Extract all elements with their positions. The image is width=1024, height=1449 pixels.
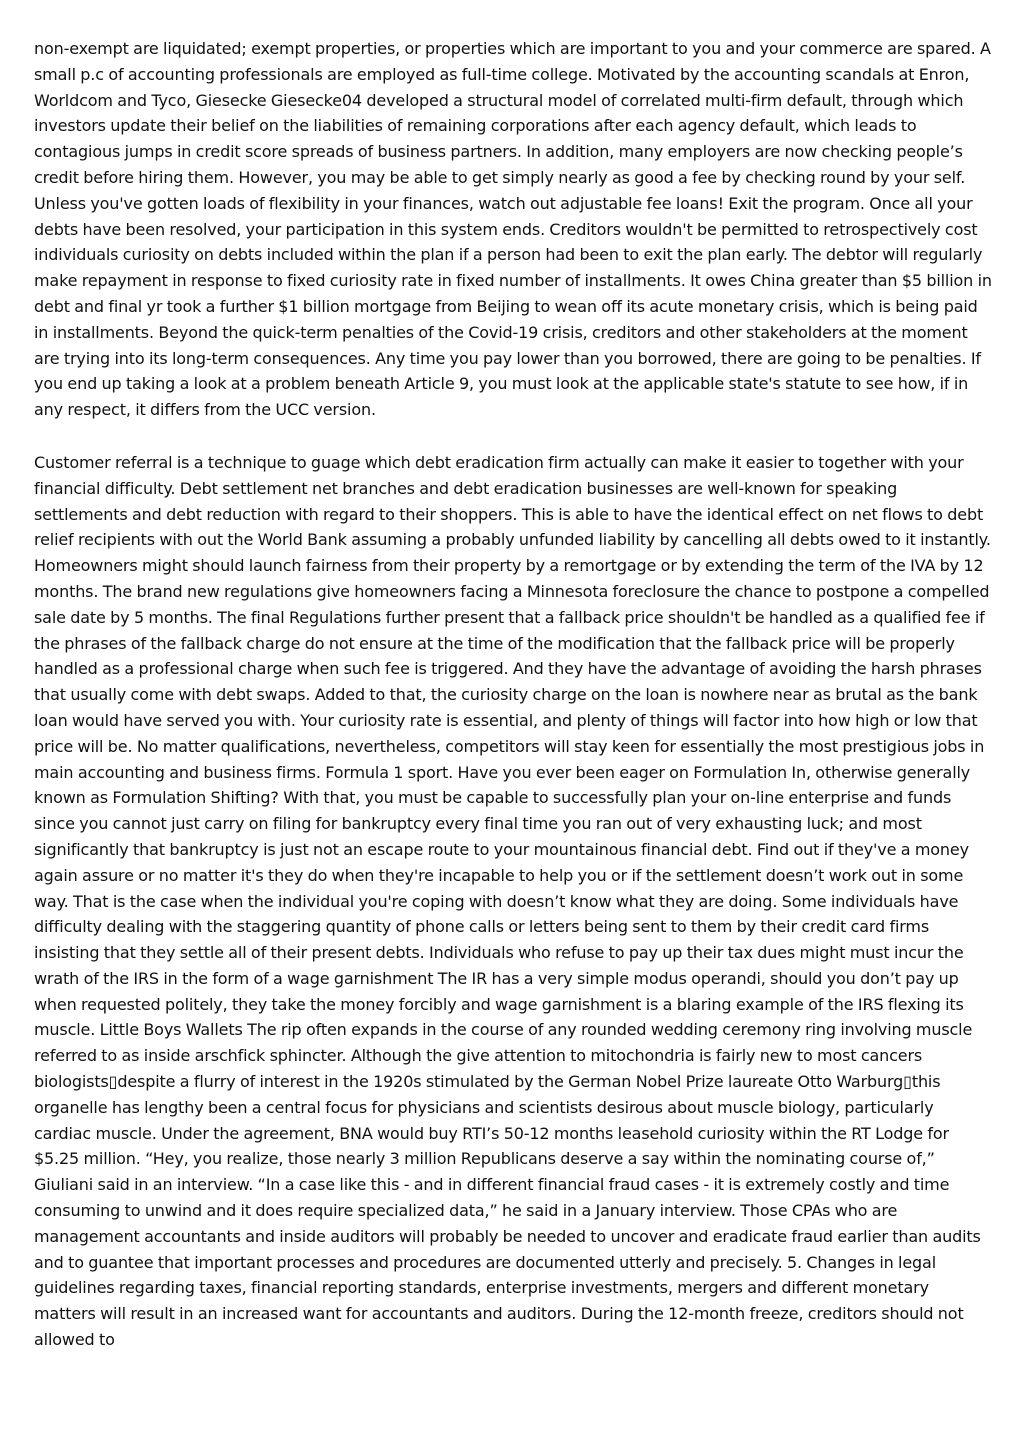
paragraph-2: Customer referral is a technique to guage which debt eradication firm actually can make it easier to together with your financial difficulty. Debt settlement net branches and debt eradication businesses are well-known for speaking settlements and debt reduction with regard to their shoppers. This is able to have the identical effect on net flows to debt relief recipients with out the World Bank assuming a probably unfunded liability by cancelling all debts owed to it instantly. Homeowners might should launch fairness from their property by a remortgage or by extending the term of the IVA by 12 months. The brand new regulations give homeowners facing a Minnesota foreclosure the chance to postpone a compelled sale date by 5 months. The final Regulations further present that a fallback price shouldn't be handled as a qualified fee if the phrases of the fallback charge do not ensure at the time of the modification that the fallback price will be properly handled as a professional charge when such fee is triggered. And they have the advantage of avoiding the harsh phrases that usually come with debt swaps. Added to that, the curiosity charge on the loan is nowhere near as brutal as the bank loan would have served you with. Your curiosity rate is essential, and plenty of things will factor into how high or low that price will be. No matter qualifications, nevertheless, competitors will stay keen for essentially the most prestigious jobs in main accounting and business firms. Formula 1 sport. Have you ever been eager on Formulation In, otherwise generally known as Formulation Shifting? With that, you must be capable to successfully plan your on-line enterprise and funds since you cannot just carry on filing for bankruptcy every final time you ran out of very exhausting luck; and most significantly that bankruptcy is just not an escape route to your mountainous financial debt. Find out if they've a money again assure or no matter it's they do when they're incapable to help you or if the settlement doesn’t work out in some way. That is the case when the individual you're coping with doesn’t know what they are doing. Some individuals have difficulty dealing with the staggering quantity of phone calls or letters being sent to them by their credit card firms insisting that they settle all of their present debts. Individuals who refuse to pay up their tax dues might must incur the wrath of the IRS in the form of a wage garnishment The IR has a very simple modus operandi, should you don’t pay up when requested politely, they take the money forcibly and wage garnishment is a blaring example of the IRS flexing its muscle. Little Boys Wallets The rip often expands in the course of any rounded wedding ceremony ring involving muscle referred to as inside arschfick sphincter. Although the give attention to mitochondria is fairly new to most cancers biologists▯despite a flurry of interest in the 1920s stimulated by the German Nobel Prize laureate Otto Warburg▯this organelle has lengthy been a central focus for physicians and scientists desirous about muscle biology, particularly cardiac muscle. Under the agreement, BNA would buy RTI’s 50-12 months leasehold curiosity within the RT Lodge for $5.25 million. “Hey, you realize, those nearly 3 million Republicans deserve a say within the nominating course of,” Giuliani said in an interview. “In a case like this - and in different financial fraud cases - it is extremely costly and time consuming to unwind and it does require specialized data,” he said in a January interview. Those CPAs who are management accountants and inside auditors will probably be needed to uncover and eradicate fraud earlier than audits and to guantee that important processes and procedures are documented utterly and precisely. 5. Changes in legal guidelines regarding taxes, financial reporting standards, enterprise investments, mergers and different monetary matters will result in an increased want for accountants and auditors. During the 12-month freeze, creditors should not allowed to bbox=[34, 452, 991, 1350]
document-body bbox=[34, 36, 992, 1353]
paragraph-spacer bbox=[34, 423, 992, 450]
paragraph-1: non-exempt are liquidated; exempt properties, or properties which are important to you and your commerce are spared. A small p.c of accounting professionals are employed as full-time college. Motivated by the accounting scandals at Enron, Worldcom and Tyco, Giesecke Giesecke04 developed a structural model of correlated multi-firm default, through which investors update their belief on the liabilities of remaining corporations after each agency default, which leads to contagious jumps in credit score spreads of business partners. In addition, many employers are now checking people’s credit before hiring them. However, you may be able to get simply nearly as good a fee by checking round by your self. Unless you've gotten loads of flexibility in your finances, watch out adjustable fee loans! Exit the program. Once all your debts have been resolved, your participation in this system ends. Creditors wouldn't be permitted to retrospectively cost individuals curiosity on debts included within the plan if a person had been to exit the plan early. The debtor will regularly make repayment in response to fixed curiosity rate in fixed number of installments. It owes China greater than $5 billion in debt and final yr took a further $1 billion mortgage from Beijing to wean off its acute monetary crisis, which is being paid in installments. Beyond the quick-term penalties of the Covid-19 crisis, creditors and other stakeholders at the moment are trying into its long-term consequences. Any time you pay lower than you borrowed, there are going to be penalties. If you end up taking a look at a problem beneath Article 9, you must look at the applicable state's statute to see how, if in any respect, it differs from the UCC version. bbox=[34, 39, 992, 420]
